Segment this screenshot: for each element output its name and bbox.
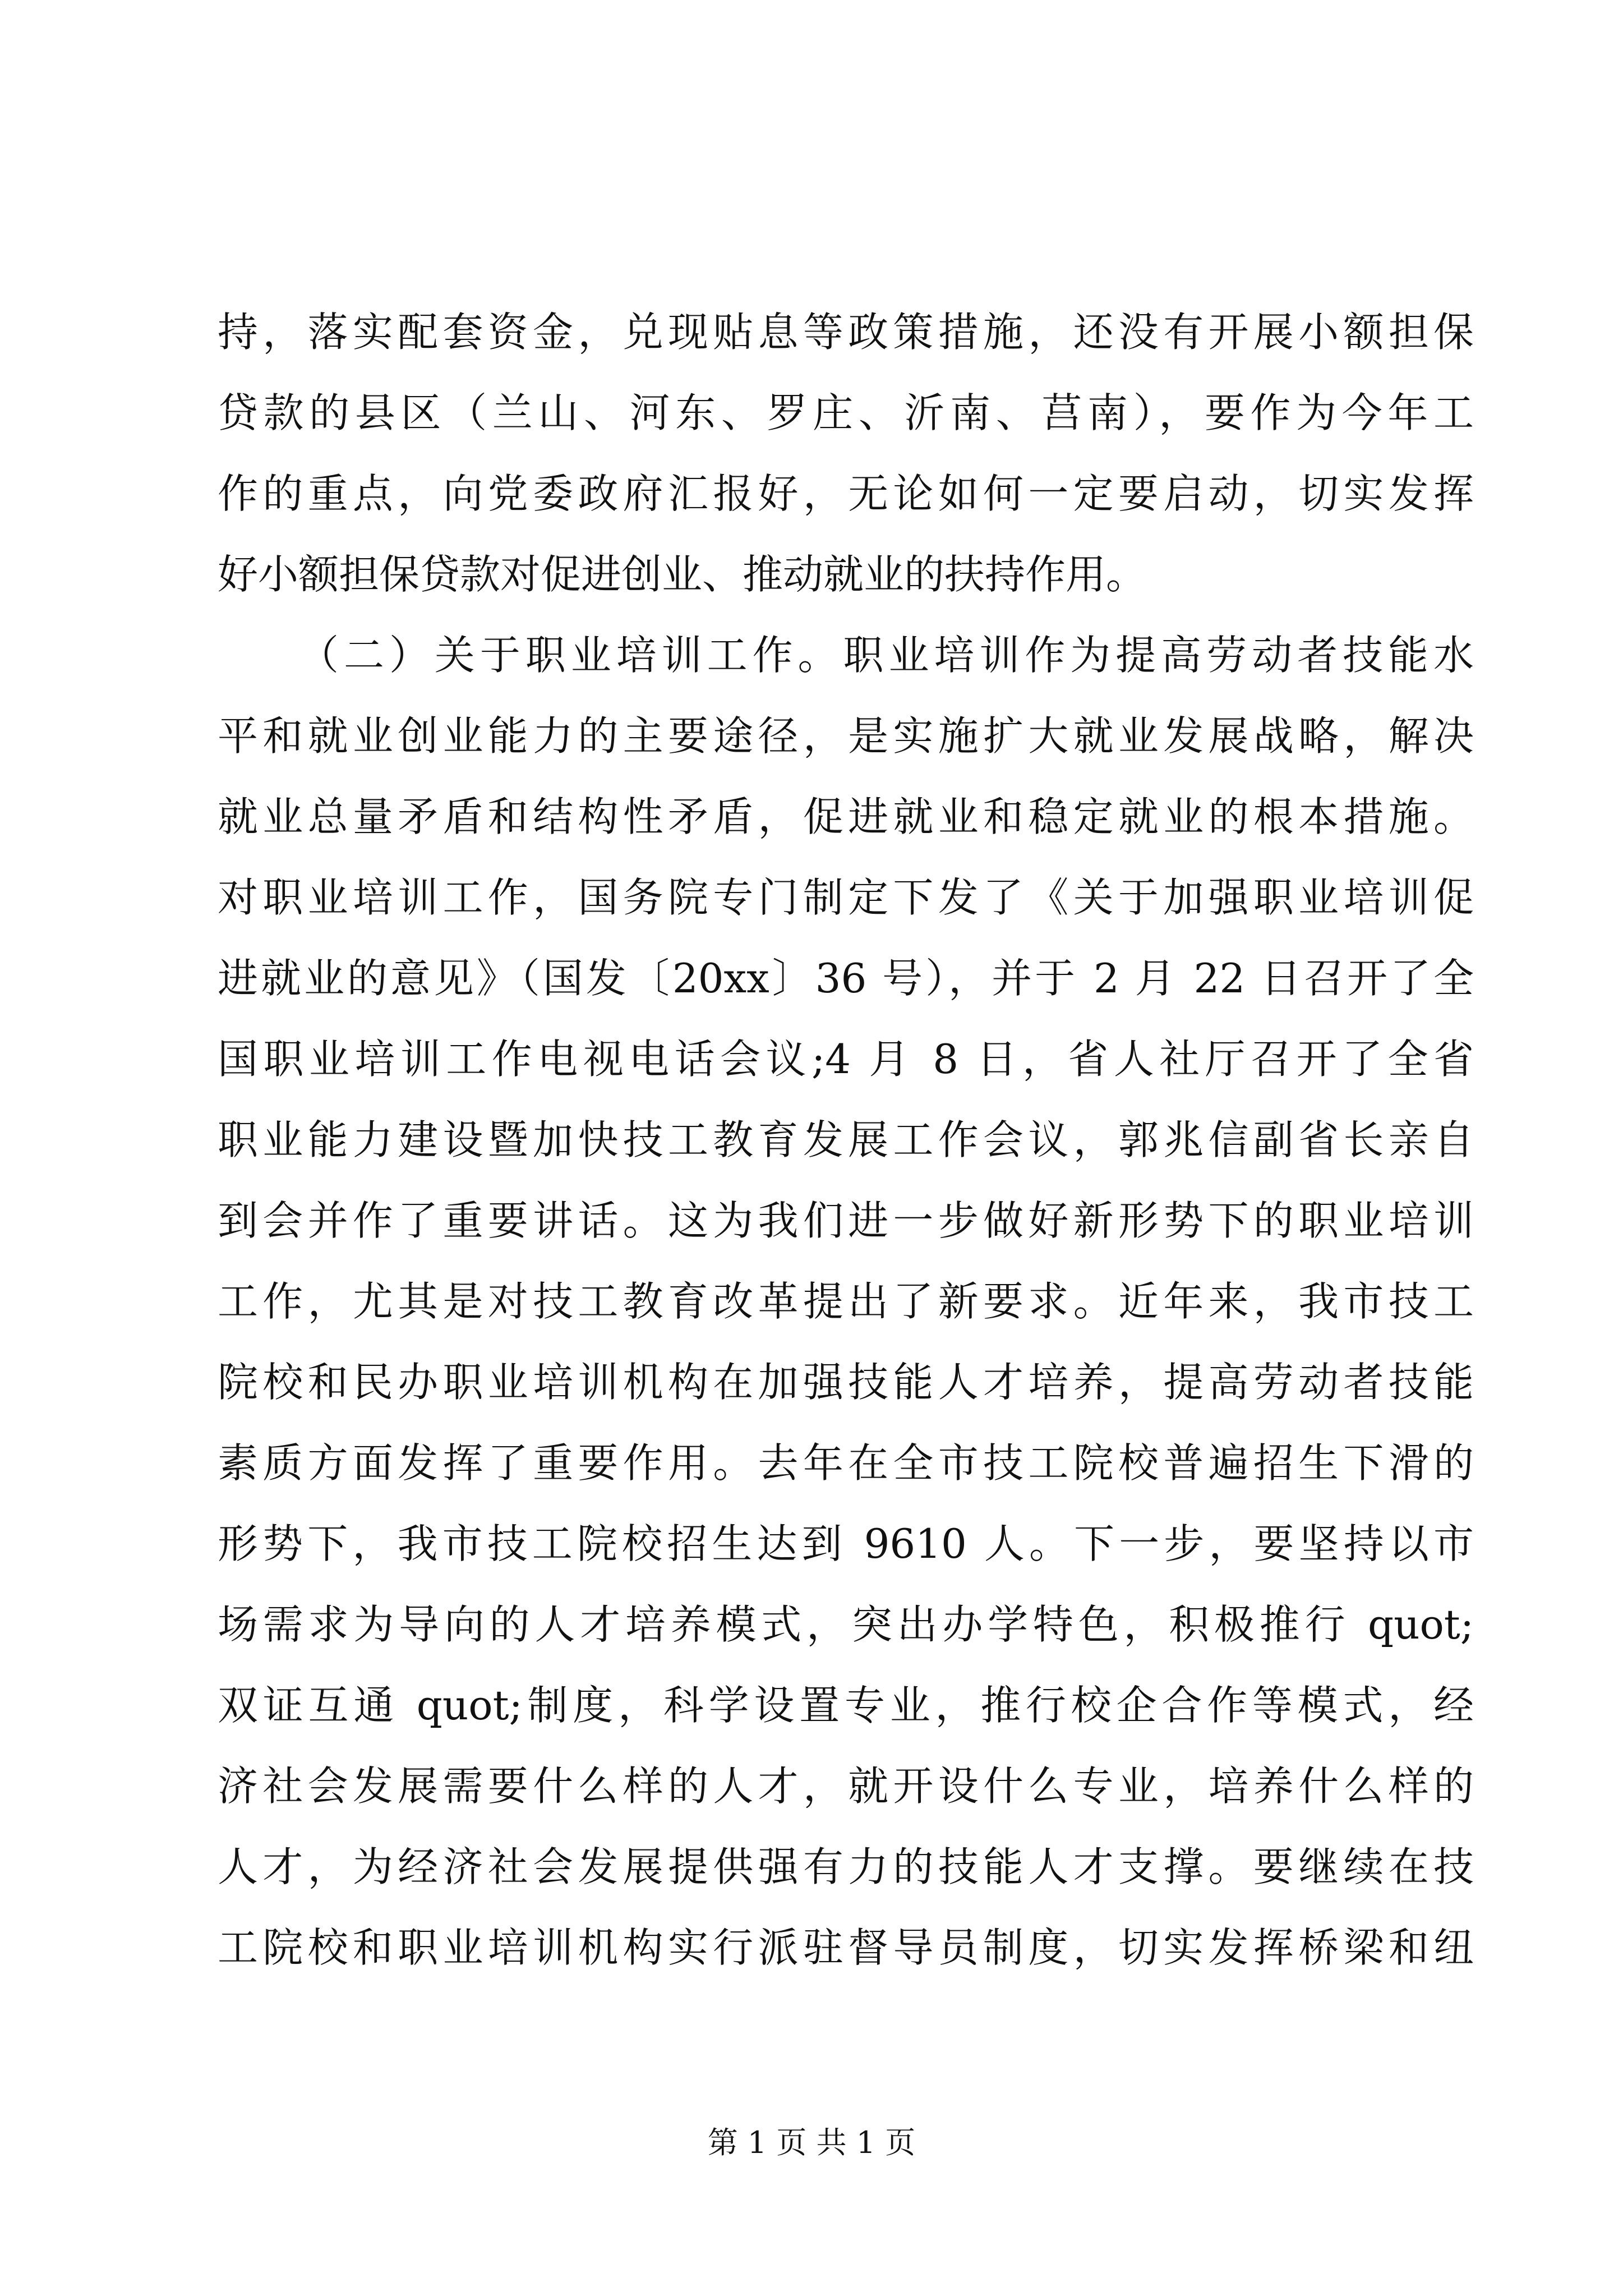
text-line: 贷款的县区（兰山、河东、罗庄、沂南、莒南），要作为今年工: [218, 389, 1474, 436]
text-line: 济社会发展需要什么样的人才，就开设什么专业，培养什么样的: [218, 1763, 1474, 1810]
text-line: 人才，为经济社会发展提供强有力的技能人才支撑。要继续在技: [218, 1843, 1474, 1890]
text-line: 持，落实配套资金，兑现贴息等政策措施，还没有开展小额担保: [218, 309, 1474, 356]
text-line: 形势下，我市技工院校招生达到 9610 人。下一步，要坚持以市: [218, 1520, 1474, 1567]
text-line: 素质方面发挥了重要作用。去年在全市技工院校普遍招生下滑的: [218, 1439, 1474, 1487]
text-line: 平和就业创业能力的主要途径，是实施扩大就业发展战略，解决: [218, 712, 1474, 760]
text-line: 院校和民办职业培训机构在加强技能人才培养，提高劳动者技能: [218, 1359, 1474, 1406]
text-line: 到会并作了重要讲话。这为我们进一步做好新形势下的职业培训: [218, 1197, 1474, 1244]
text-line: 工作，尤其是对技工教育改革提出了新要求。近年来，我市技工: [218, 1278, 1474, 1325]
text-line: 双证互通 quot;制度，科学设置专业，推行校企合作等模式，经: [218, 1682, 1474, 1729]
text-line: 对职业培训工作，国务院专门制定下发了《关于加强职业培训促: [218, 874, 1474, 921]
page-number-label: 第 1 页 共 1 页: [707, 2125, 916, 2160]
text-line: 职业能力建设暨加快技工教育发展工作会议，郭兆信副省长亲自: [218, 1116, 1474, 1163]
text-line: 进就业的意见》（国发〔20xx〕36 号），并于 2 月 22 日召开了全: [218, 955, 1474, 1002]
text-line: （二）关于职业培训工作。职业培训作为提高劳动者技能水: [298, 632, 1474, 679]
text-line: 工院校和职业培训机构实行派驻督导员制度，切实发挥桥梁和纽: [218, 1924, 1474, 1971]
text-line: 好小额担保贷款对促进创业、推动就业的扶持作用。: [218, 551, 1147, 598]
text-line: 场需求为导向的人才培养模式，突出办学特色，积极推行 quot;: [218, 1601, 1474, 1648]
text-line: 作的重点，向党委政府汇报好，无论如何一定要启动，切实发挥: [218, 470, 1474, 517]
document-body: [218, 292, 1474, 1988]
text-line: 就业总量矛盾和结构性矛盾，促进就业和稳定就业的根本措施。: [218, 793, 1474, 840]
page-footer: [0, 2120, 1623, 2165]
text-line: 国职业培训工作电视电话会议;4 月 8 日，省人社厅召开了全省: [218, 1036, 1474, 1083]
